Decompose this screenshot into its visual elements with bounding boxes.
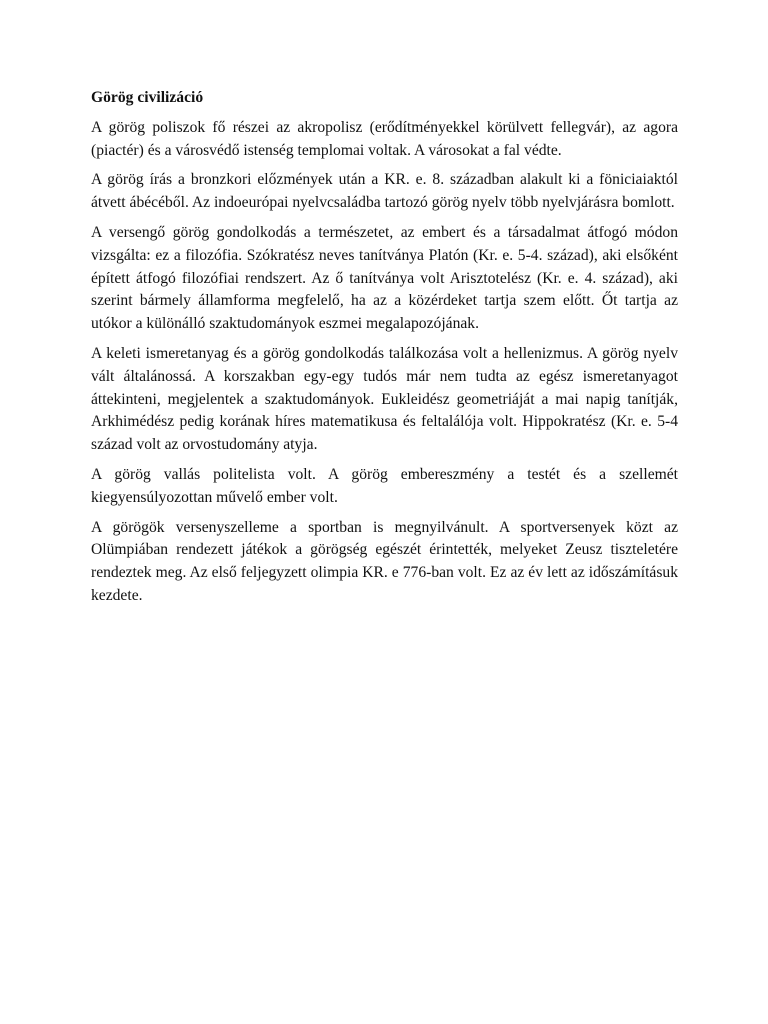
paragraph-iras: A görög írás a bronzkori előzmények után a KR. e. 8. században alakult ki a föniciaiaktól átvett ábécéből. Az indoeurópai nyelvcsaládba tartozó görög nyelv több nyelvjárásra bomlott.	[91, 171, 678, 212]
paragraph-filozofia: A versengő görög gondolkodás a természetet, az embert és a társadalmat átfogó módon vizsgálta: ez a filozófia. Szókratész neves tanítványa Platón (Kr. e. 5-4. század), aki elsőként épített átfogó filozófiai rendszert. Az ő tanítványa volt Arisztotelész (Kr. e. 4. század), aki szerint bármely államforma megfelelő, ha az a közérdeket tartja szem előtt. Őt tartja az utókor a különálló szaktudományok eszmei megalapozójának.	[91, 223, 678, 333]
paragraph-poliszok: A görög poliszok fő részei az akropolisz (erődítményekkel körülvett fellegvár), az agora (piactér) és a városvédő istenség templomai voltak. A városokat a fal védte.	[91, 118, 678, 159]
paragraph-hellenizmus: A keleti ismeretanyag és a görög gondolkodás találkozása volt a hellenizmus. A görög nyelv vált általánossá. A korszakban egy-egy tudós már nem tudta az egész ismeretanyagot áttekinteni, megjelentek a szaktudományok. Eukleidész geometriáját a mai napig tanítják, Arkhimédész pedig korának híres matematikusa és feltalálója volt. Hippokratész (Kr. e. 5-4 század volt az orvostudomány atyja.	[91, 344, 678, 454]
paragraph-sport: A görögök versenyszelleme a sportban is megnyilvánult. A sportversenyek közt az Olümpiában rendezett játékok a görögség egészét érintették, melyeket Zeusz tiszteletére rendeztek meg. Az első feljegyzett olimpia KR. e 776-ban volt. Ez az év lett az időszámításuk kezdete.	[91, 518, 678, 604]
document-title: Görög civilizáció	[91, 89, 204, 106]
paragraph-vallas: A görög vallás politelista volt. A görög embereszmény a testét és a szellemét kiegyensúlyozottan művelő ember volt.	[91, 465, 678, 506]
document-page	[91, 87, 678, 615]
